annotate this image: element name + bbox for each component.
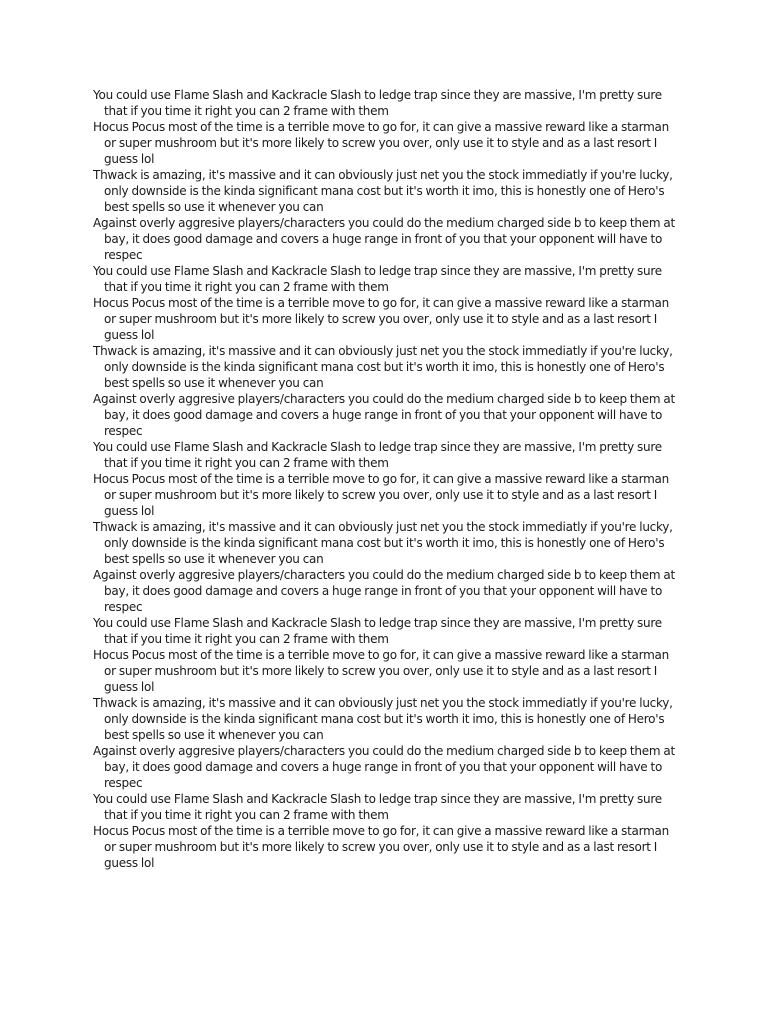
paragraph: Hocus Pocus most of the time is a terrible move to go for, it can give a massive reward like a starman or super mushroom but it's more likely to screw you over, only use it to style and as a last resort I guess lol bbox=[93, 296, 669, 342]
paragraph: Hocus Pocus most of the time is a terrible move to go for, it can give a massive reward like a starman or super mushroom but it's more likely to screw you over, only use it to style and as a last resort I guess lol bbox=[93, 120, 669, 166]
paragraph: Hocus Pocus most of the time is a terrible move to go for, it can give a massive reward like a starman or super mushroom but it's more likely to screw you over, only use it to style and as a last resort I guess lol bbox=[93, 824, 669, 870]
paragraph: You could use Flame Slash and Kackracle Slash to ledge trap since they are massive, I'm pretty sure that if you time it right you can 2 frame with them bbox=[93, 440, 662, 470]
paragraph: Hocus Pocus most of the time is a terrible move to go for, it can give a massive reward like a starman or super mushroom but it's more likely to screw you over, only use it to style and as a last resort I guess lol bbox=[93, 472, 669, 518]
paragraph: Thwack is amazing, it's massive and it can obviously just net you the stock immediatly if you're lucky, only downside is the kinda significant mana cost but it's worth it imo, this is honestly one of Hero's best spells so use it whenever you can bbox=[93, 344, 673, 390]
paragraph: You could use Flame Slash and Kackracle Slash to ledge trap since they are massive, I'm pretty sure that if you time it right you can 2 frame with them bbox=[93, 616, 662, 646]
document-body bbox=[93, 87, 678, 871]
paragraph: You could use Flame Slash and Kackracle Slash to ledge trap since they are massive, I'm pretty sure that if you time it right you can 2 frame with them bbox=[93, 792, 662, 822]
paragraph: Against overly aggresive players/characters you could do the medium charged side b to keep them at bay, it does good damage and covers a huge range in front of you that your opponent will have to respec bbox=[93, 744, 675, 790]
paragraph: Against overly aggresive players/characters you could do the medium charged side b to keep them at bay, it does good damage and covers a huge range in front of you that your opponent will have to respec bbox=[93, 216, 675, 262]
paragraph: Thwack is amazing, it's massive and it can obviously just net you the stock immediatly if you're lucky, only downside is the kinda significant mana cost but it's worth it imo, this is honestly one of Hero's best spells so use it whenever you can bbox=[93, 168, 673, 214]
paragraph: You could use Flame Slash and Kackracle Slash to ledge trap since they are massive, I'm pretty sure that if you time it right you can 2 frame with them bbox=[93, 88, 662, 118]
paragraph: Hocus Pocus most of the time is a terrible move to go for, it can give a massive reward like a starman or super mushroom but it's more likely to screw you over, only use it to style and as a last resort I guess lol bbox=[93, 648, 669, 694]
paragraph: Against overly aggresive players/characters you could do the medium charged side b to keep them at bay, it does good damage and covers a huge range in front of you that your opponent will have to respec bbox=[93, 568, 675, 614]
paragraph: You could use Flame Slash and Kackracle Slash to ledge trap since they are massive, I'm pretty sure that if you time it right you can 2 frame with them bbox=[93, 264, 662, 294]
paragraph: Thwack is amazing, it's massive and it can obviously just net you the stock immediatly if you're lucky, only downside is the kinda significant mana cost but it's worth it imo, this is honestly one of Hero's best spells so use it whenever you can bbox=[93, 520, 673, 566]
paragraph: Thwack is amazing, it's massive and it can obviously just net you the stock immediatly if you're lucky, only downside is the kinda significant mana cost but it's worth it imo, this is honestly one of Hero's best spells so use it whenever you can bbox=[93, 696, 673, 742]
paragraph: Against overly aggresive players/characters you could do the medium charged side b to keep them at bay, it does good damage and covers a huge range in front of you that your opponent will have to respec bbox=[93, 392, 675, 438]
